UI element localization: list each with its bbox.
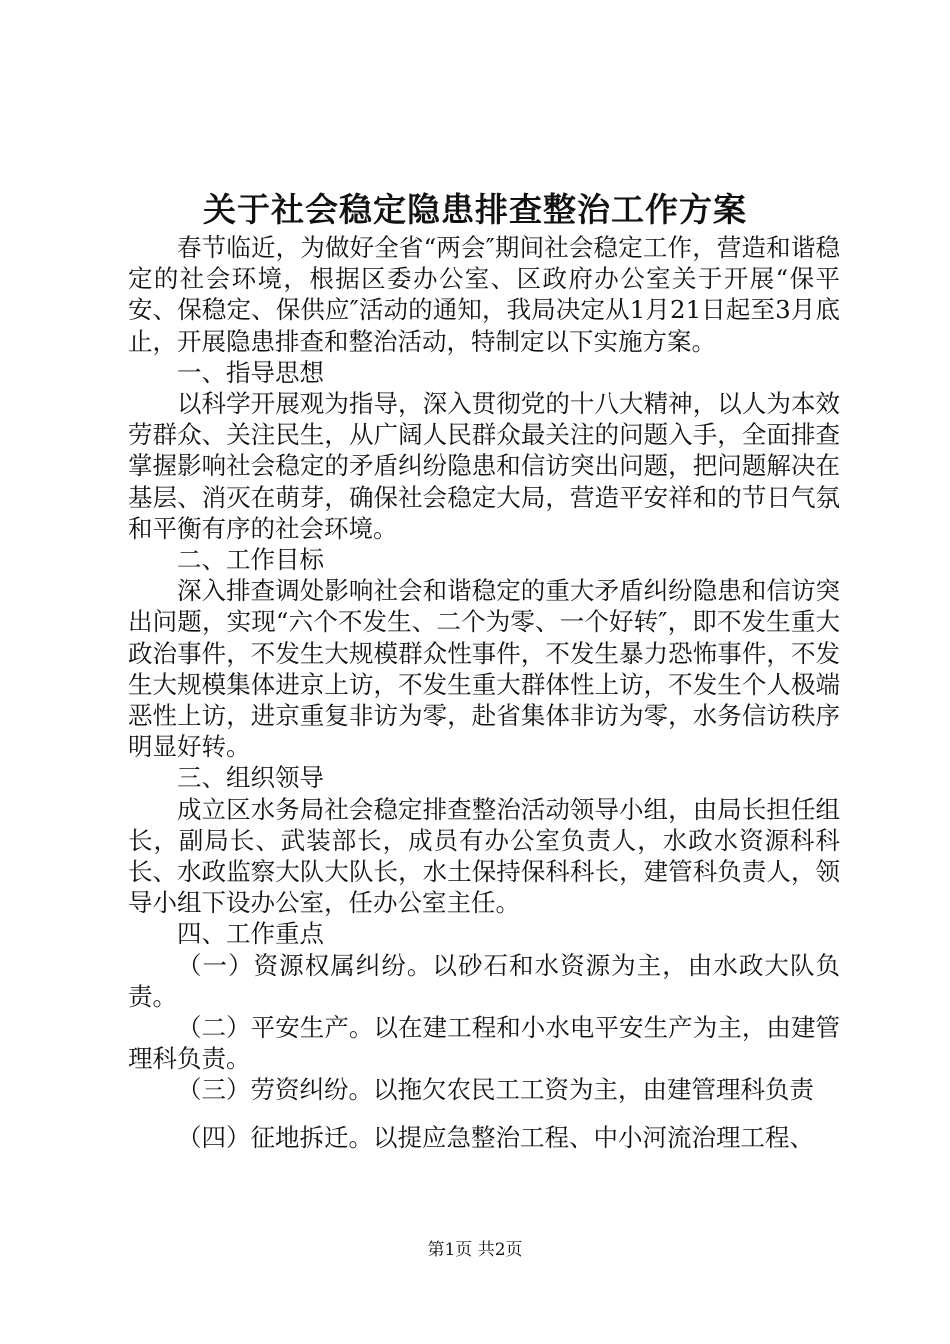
page-footer: 第1页 共2页 [427,1240,523,1260]
body-paragraph: 深入排查调处影响社会和谐稳定的重大矛盾纠纷隐患和信访突出问题，实现“六个不发生、二个为零、一个好转″，即不发生重大政治事件，不发生大规模群众性事件，不发生暴力恐怖事件，不发生大规模集体进京上访，不发生重大群体性上访，不发生个人极端恶性上访，进京重复非访为零，赴省集体非访为零，水务信访秩序明显好转。 [128,576,840,762]
list-item: （四）征地拆迁。以提应急整治工程、中小河流治理工程、 [177,1122,814,1152]
section-heading: 二、工作目标 [177,545,324,575]
list-item: （三）劳资纠纷。以拖欠农民工工资为主，由建管理科负责 [177,1075,814,1105]
body-paragraph: 成立区水务局社会稳定排查整治活动领导小组，由局长担任组长，副局长、武装部长，成员有办公室负责人，水政水资源科科长、水政监察大队大队长，水土保持保科科长，建管科负责人，领导小组下设办公室，任办公室主任。 [128,794,840,918]
section-heading: 三、组织领导 [177,763,324,793]
list-item: （二）平安生产。以在建工程和小水电平安生产为主，由建管理科负责。 [128,1013,840,1074]
section-heading: 一、指导思想 [177,357,324,387]
document-title: 关于社会稳定隐患排查整治工作方案 [203,190,747,229]
intro-paragraph: 春节临近，为做好全省“两会″期间社会稳定工作，营造和谐稳定的社会环境，根据区委办公室、区政府办公室关于开展“保平安、保稳定、保供应″活动的通知，我局决定从1月21日起至3月底止，开展隐患排查和整治活动，特制定以下实施方案。 [128,233,840,356]
section-heading: 四、工作重点 [177,919,324,949]
body-paragraph: 以科学开展观为指导，深入贯彻党的十八大精神，以人为本效劳群众、关注民生，从广阔人民群众最关注的问题入手，全面排查掌握影响社会稳定的矛盾纠纷隐患和信访突出问题，把问题解决在基层、消灭在萌芽，确保社会稳定大局，营造平安祥和的节日气氛和平衡有序的社会环境。 [128,389,840,543]
document-body [128,232,840,1153]
list-item: （一）资源权属纠纷。以砂石和水资源为主，由水政大队负责。 [128,950,840,1011]
